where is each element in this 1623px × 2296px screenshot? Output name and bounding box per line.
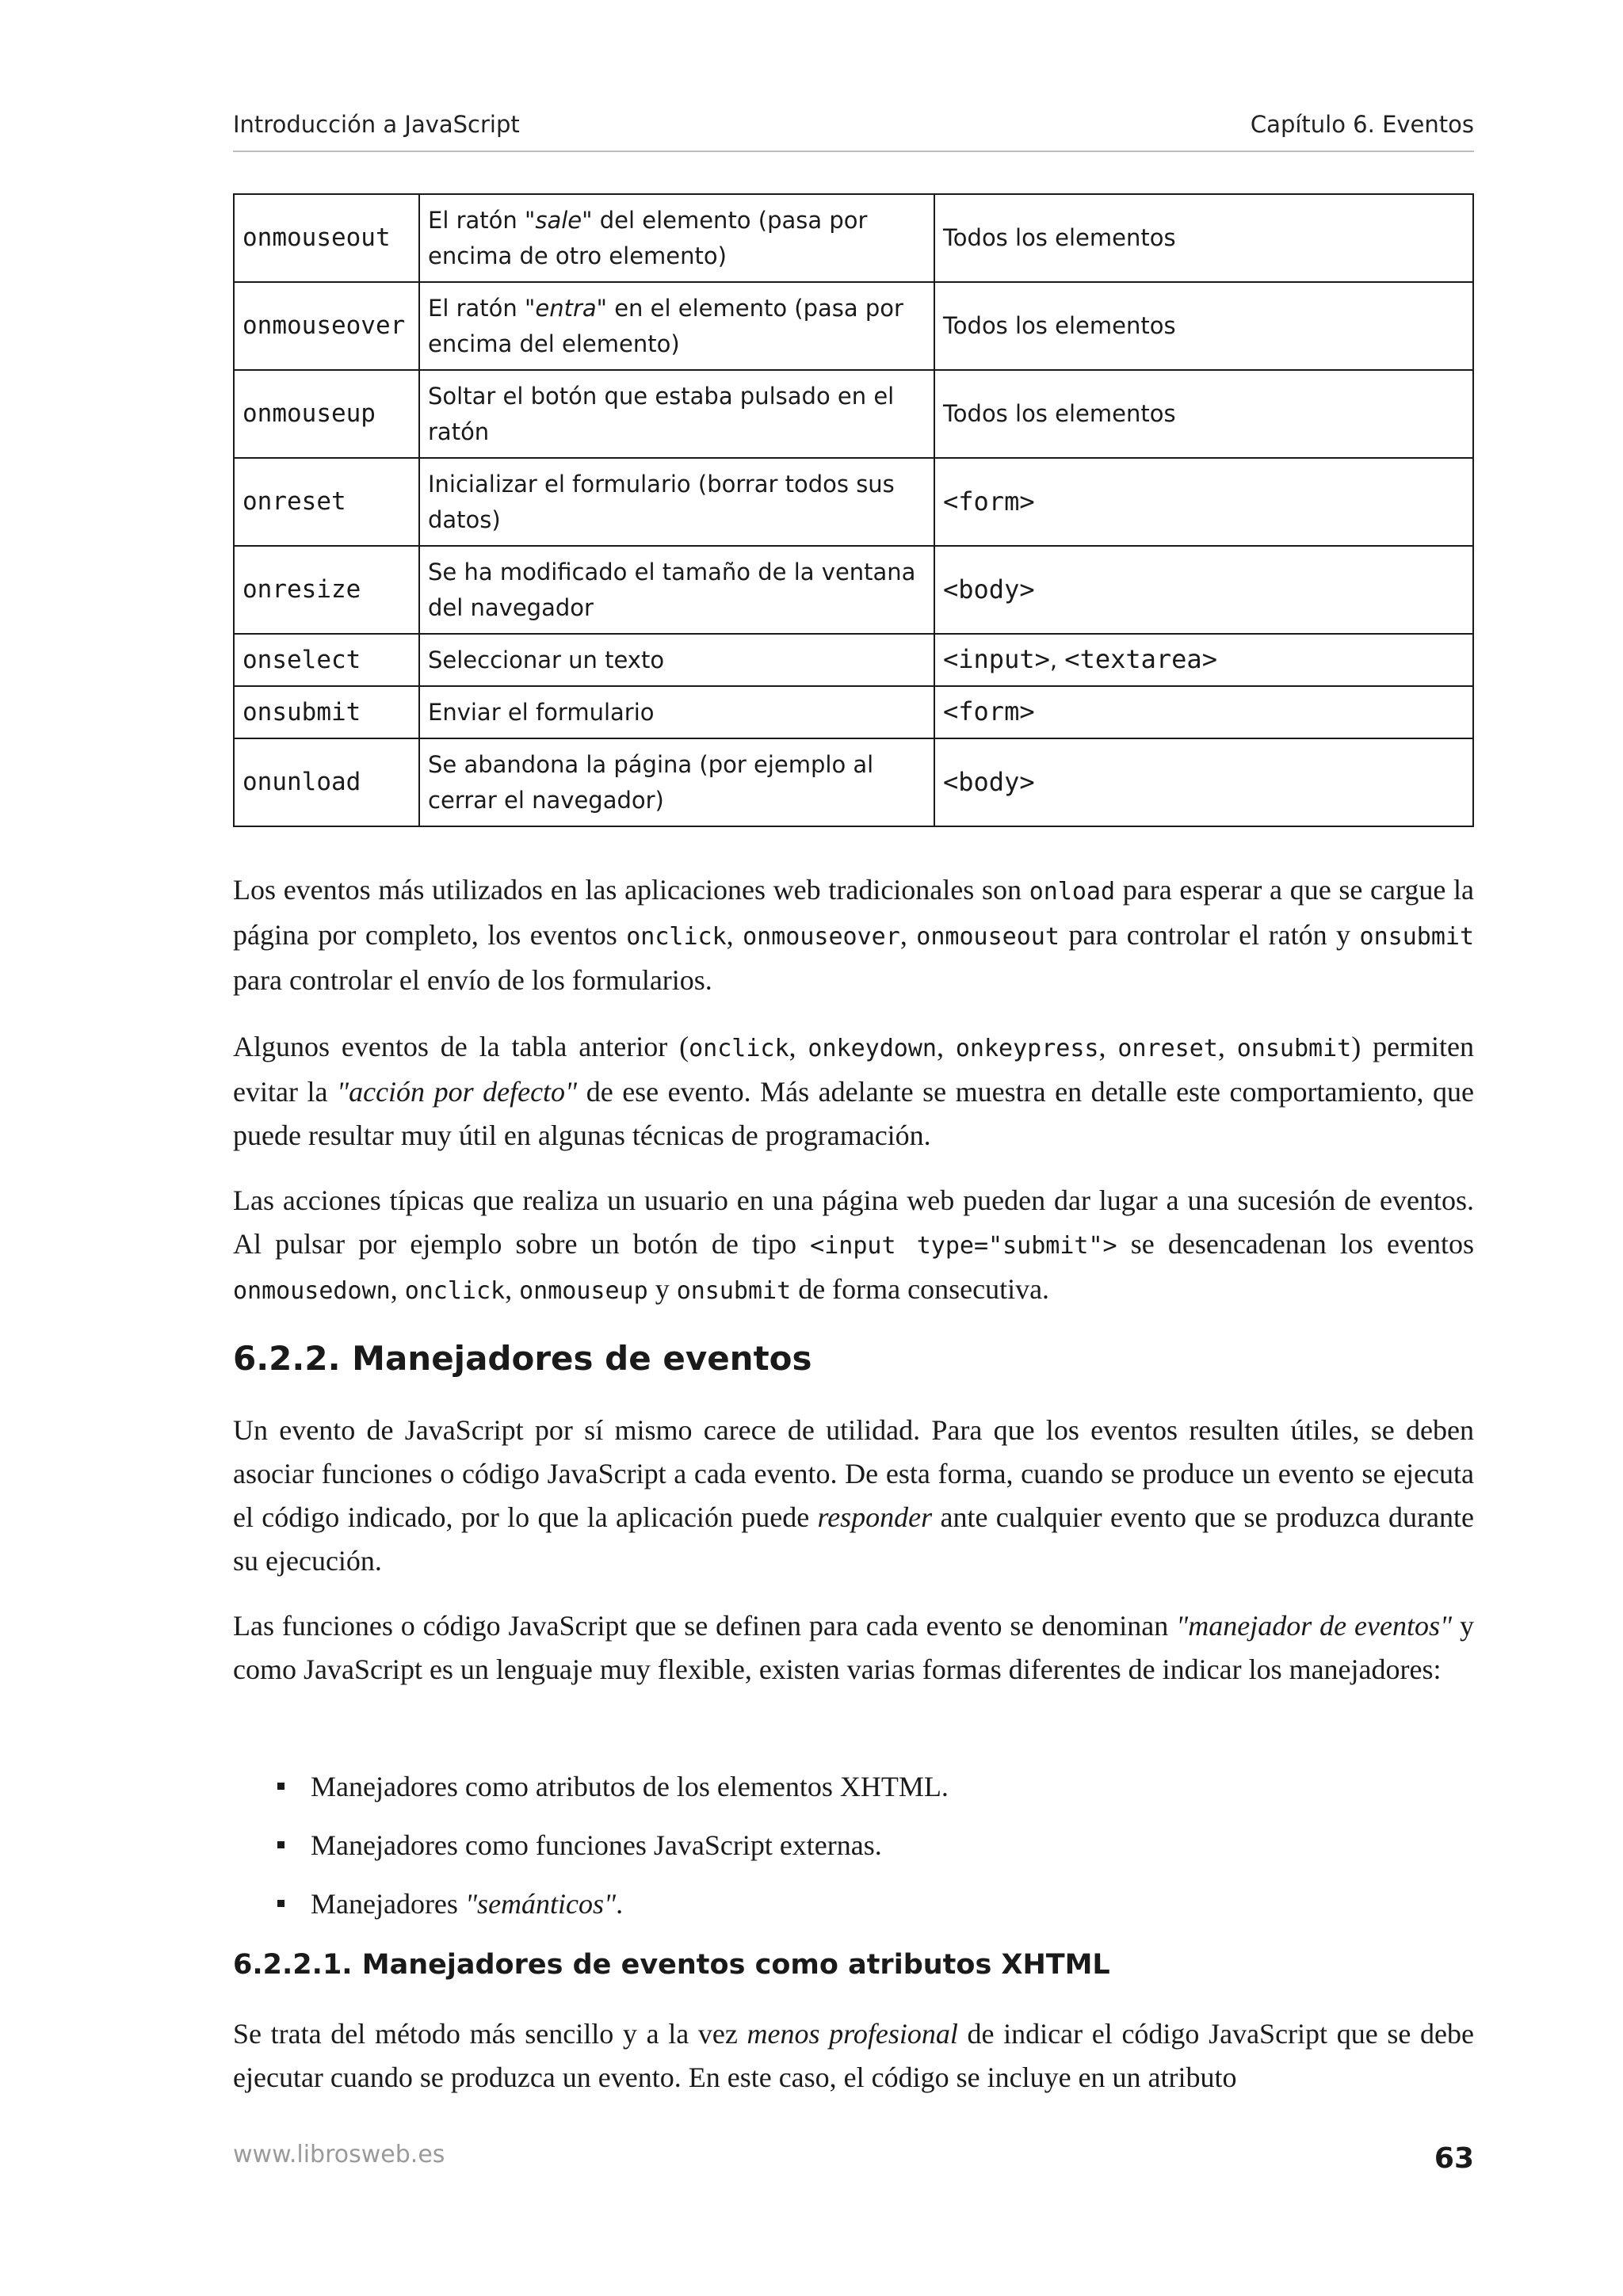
event-name: onreset <box>234 458 419 546</box>
event-name: onmouseup <box>234 370 419 458</box>
event-elements: Todos los elementos <box>934 194 1473 282</box>
paragraph-handlers-intro: Un evento de JavaScript por sí mismo carece de utilidad. Para que los eventos resulten útiles, se deben asociar funciones o código JavaScript a cada evento. De esta forma, cuando se produce un evento se ejecuta el código indicado, por lo que la aplicación puede responder ante cualquier evento que se produzca durante su ejecución. <box>233 1414 1475 1577</box>
running-header <box>233 111 1474 151</box>
event-elements: Todos los elementos <box>934 282 1473 370</box>
event-name: onmouseout <box>234 194 419 282</box>
table-row <box>234 634 1473 686</box>
table-row <box>234 686 1473 738</box>
event-description: Soltar el botón que estaba pulsado en el ratón <box>419 370 934 458</box>
event-name: onmouseover <box>234 282 419 370</box>
table-row <box>234 458 1473 546</box>
event-elements: <input>, <textarea> <box>934 634 1473 686</box>
event-elements: <body> <box>934 546 1473 634</box>
subsection-heading: 6.2.2.1. Manejadores de eventos como atributos XHTML <box>233 1949 1110 1981</box>
handler-types-list <box>277 1757 1387 1933</box>
table-row <box>234 282 1473 370</box>
page-number: 63 <box>1434 2142 1474 2175</box>
list-item: Manejadores "semánticos". <box>277 1875 1387 1933</box>
table-row <box>234 546 1473 634</box>
event-elements: <form> <box>934 458 1473 546</box>
event-description: Seleccionar un texto <box>419 634 934 686</box>
event-description: Inicializar el formulario (borrar todos sus datos) <box>419 458 934 546</box>
event-description: Se ha modificado el tamaño de la ventana del navegador <box>419 546 934 634</box>
event-description: Se abandona la página (por ejemplo al cerrar el navegador) <box>419 738 934 826</box>
table-row <box>234 370 1473 458</box>
book-page <box>233 0 1474 2296</box>
header-divider <box>233 151 1474 152</box>
event-description: El ratón "entra" en el elemento (pasa por encima del elemento) <box>419 282 934 370</box>
chapter-title: Capítulo 6. Eventos <box>1250 111 1474 138</box>
paragraph-attribute-handlers: Se trata del método más sencillo y a la vez menos profesional de indicar el código JavaScript que se debe ejecutar cuando se produzca un evento. En este caso, el código se incluye en un atributo <box>233 2018 1474 2093</box>
table-row <box>234 738 1473 826</box>
event-description: El ratón "sale" del elemento (pasa por encima de otro elemento) <box>419 194 934 282</box>
paragraph-handler-definition: Las funciones o código JavaScript que se definen para cada evento se denominan "manejador de eventos" y como JavaScript es un lenguaje muy flexible, existen varias formas diferentes de indicar los manejadores: <box>233 1610 1475 1685</box>
table-row <box>234 194 1473 282</box>
event-name: onselect <box>234 634 419 686</box>
list-item: Manejadores como funciones JavaScript externas. <box>277 1816 1387 1875</box>
book-title: Introducción a JavaScript <box>233 111 520 138</box>
event-elements: Todos los elementos <box>934 370 1473 458</box>
footer-site-link[interactable]: www.librosweb.es <box>233 2141 445 2168</box>
events-table <box>233 193 1474 827</box>
event-elements: <form> <box>934 686 1473 738</box>
event-name: onunload <box>234 738 419 826</box>
paragraph-default-action: Algunos eventos de la tabla anterior (onclick, onkeydown, onkeypress, onreset, onsubmit) permiten evitar la "acción por defecto" de ese evento. Más adelante se muestra en detalle este comportamiento, que puede resultar muy útil en algunas técnicas de programación. <box>233 1031 1475 1151</box>
list-item: Manejadores como atributos de los elementos XHTML. <box>277 1757 1387 1816</box>
event-name: onresize <box>234 546 419 634</box>
event-name: onsubmit <box>234 686 419 738</box>
paragraph-event-sequence: Las acciones típicas que realiza un usuario en una página web pueden dar lugar a una sucesión de eventos. Al pulsar por ejemplo sobre un botón de tipo <input type="submit"> se desencadenan los eventos onmousedown, onclick, onmouseup y onsubmit de forma consecutiva. <box>233 1184 1475 1305</box>
event-description: Enviar el formulario <box>419 686 934 738</box>
paragraph-common-events: Los eventos más utilizados en las aplicaciones web tradicionales son onload para esperar a que se cargue la página por completo, los eventos onclick, onmouseover, onmouseout para controlar el ratón y onsubmit para controlar el envío de los formularios. <box>233 874 1475 996</box>
section-heading: 6.2.2. Manejadores de eventos <box>233 1339 812 1378</box>
event-elements: <body> <box>934 738 1473 826</box>
